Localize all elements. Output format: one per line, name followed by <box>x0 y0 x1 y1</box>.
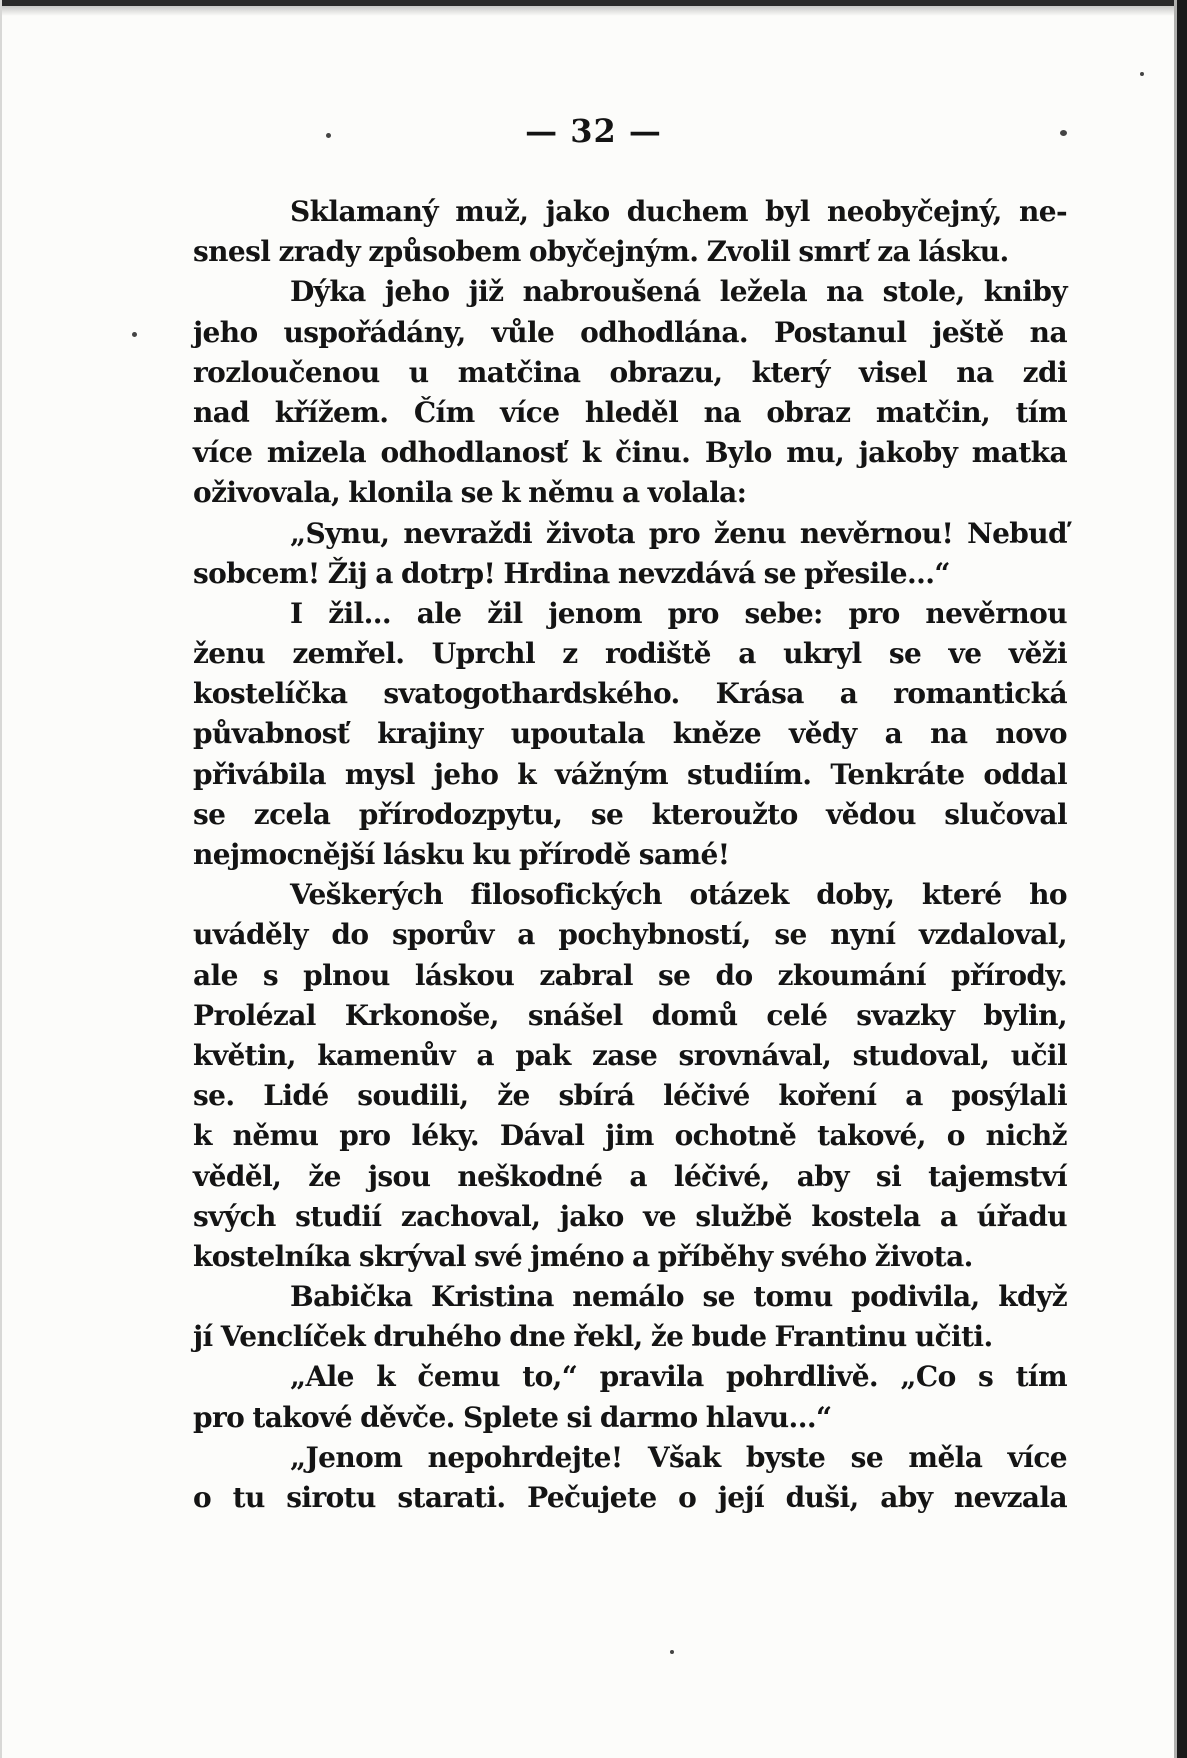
text-line: půvabnosť krajiny upoutala kněze vědy a na novo <box>193 717 1067 751</box>
text-line: Dýka jeho již nabroušená ležela na stole, kniby <box>290 275 1067 309</box>
scan-top-shadow <box>0 6 1187 16</box>
text-line: „Ale k čemu to,“ pravila pohrdlivě. „Co s tím <box>290 1360 1067 1394</box>
text-line: k němu pro léky. Dával jim ochotně takové, o nichž <box>193 1119 1067 1153</box>
text-line: oživovala, klonila se k němu a volala: <box>193 476 747 510</box>
text-line: Prolézal Krkonoše, snášel domů celé svazky bylin, <box>193 998 1067 1032</box>
text-line: o tu sirotu starati. Pečujete o její duši, aby nevzala <box>193 1481 1067 1514</box>
text-line: uváděly do sporův a pochybností, se nyní vzdaloval, <box>193 918 1067 952</box>
text-line: více mizela odhodlanosť k činu. Bylo mu, jakoby matka <box>193 436 1067 470</box>
text-line: kostelíčka svatogothardského. Krása a romantická <box>193 677 1067 711</box>
text-line: ženu zemřel. Uprchl z rodiště a ukryl se ve věži <box>193 637 1067 671</box>
text-line: pro takové děvče. Splete si darmo hlavu...“ <box>193 1400 832 1434</box>
text-line: svých studií zachoval, jako ve službě kostela a úřadu <box>193 1199 1067 1233</box>
text-line: I žil... ale žil jenom pro sebe: pro nevěrnou <box>290 596 1067 630</box>
text-line: květin, kamenův a pak zase srovnával, studoval, učil <box>193 1038 1067 1072</box>
text-line: přivábila mysl jeho k vážným studiím. Tenkráte oddal <box>193 757 1067 791</box>
scan-left-edge <box>0 0 2 1758</box>
text-line: jeho uspořádány, vůle odhodlána. Postanul ještě na <box>193 315 1067 349</box>
text-line: jí Venclíček druhého dne řekl, že bude Frantinu učiti. <box>193 1320 993 1354</box>
page-body-text <box>193 192 1067 1518</box>
text-line: ale s plnou láskou zabral se do zkoumání přírody. <box>193 958 1067 992</box>
scan-speck <box>1140 72 1144 76</box>
text-line: kostelníka skrýval své jméno a příběhy svého života. <box>193 1239 973 1273</box>
scan-speck <box>132 332 137 337</box>
text-line: nad křížem. Čím více hleděl na obraz matčin, tím <box>193 395 1067 429</box>
scan-speck <box>670 1650 674 1654</box>
text-line: věděl, že jsou neškodné a léčivé, aby si tajemství <box>193 1159 1067 1193</box>
text-line: Babička Kristina nemálo se tomu podivila, když <box>290 1280 1067 1314</box>
text-line: sobcem! Žij a dotrp! Hrdina nevzdává se přesile...“ <box>193 556 950 590</box>
text-line: nejmocnější lásku ku přírodě samé! <box>193 838 730 871</box>
text-line: snesl zrady způsobem obyčejným. Zvolil smrť za lásku. <box>193 235 1009 269</box>
text-line: „Jenom nepohrdejte! Však byste se měla více <box>290 1440 1067 1474</box>
text-line: Veškerých filosofických otázek doby, které ho <box>290 878 1067 912</box>
text-line: se. Lidé soudili, že sbírá léčivé koření a posýlali <box>193 1079 1067 1113</box>
scan-right-edge <box>1177 0 1187 1758</box>
text-line: se zcela přírodozpytu, se kteroužto vědou slučoval <box>193 797 1067 831</box>
text-line: Sklamaný muž, jako duchem byl neobyčejný, ne- <box>290 195 1067 228</box>
page-number: — 32 — <box>525 112 662 150</box>
text-line: „Synu, nevraždi života pro ženu nevěrnou! Nebuď <box>290 516 1067 550</box>
text-line: rozloučenou u matčina obrazu, který visel na zdi <box>193 355 1067 389</box>
